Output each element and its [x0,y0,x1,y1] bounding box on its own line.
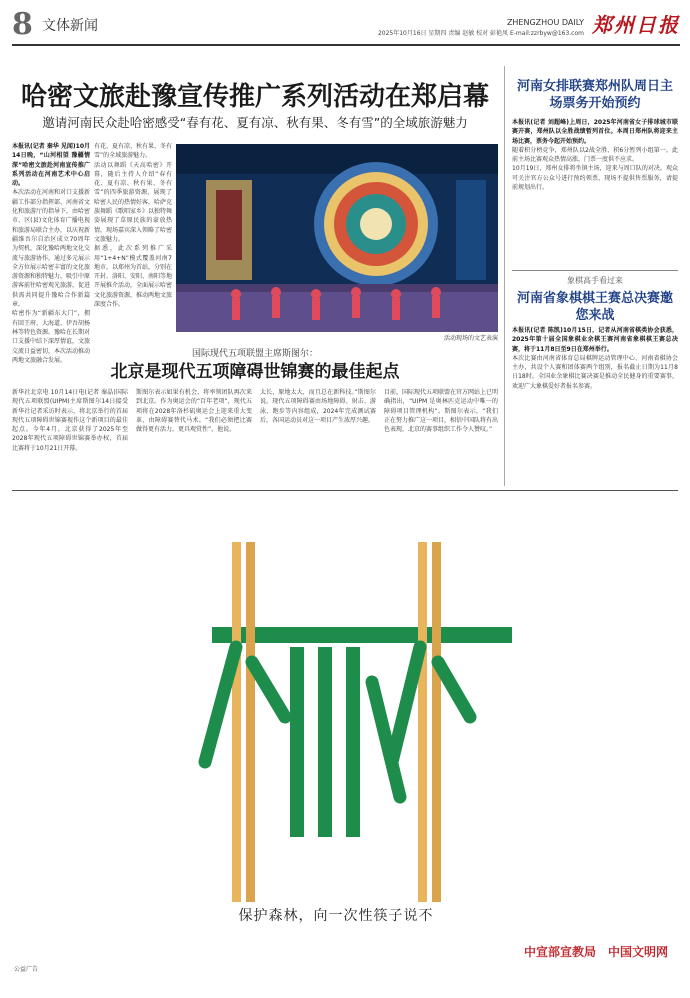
right-story-1-lead: 本报讯(记者 刘超峰)上周日，2025年河南省女子排球城市联赛开赛，郑州队以全胜战绩暂列首位。本周日郑州队将迎来主场比赛，票务今起开始预约。 [512,119,678,145]
main-story-paragraph: 本次活动在河南和对口支援新疆工作部分指挥部、河南省文化和旅游厅的指导下，由哈密市、区(县)文化体育广播电视和旅游局联合主办，以庆祝新疆维吾尔自治区成立70周年为契机，深化豫哈两地文化交流与旅游协作，通过多元展示全方位展示哈密丰富的文化旅游资源和独特魅力，吸引中原游客前往哈密观光旅游，促进供需共同提升豫哈合作新篇章。 [12,189,91,309]
right-story-2-kicker: 象棋高手看过来 [567,276,623,285]
main-story-column-1 [12,142,90,365]
page-header [12,8,680,58]
page-number: 8 [12,7,33,42]
right-story-1-paragraph: 10月19日，郑州女排将坐镇主场，迎来与周口队的对决。观众可关注官方公众号进行预约领票，现场不提供售票服务，请提前规划出行。 [512,165,678,192]
main-story-paragraph: 有花、夏有凉、秋有果、冬有雪”的全域旅游魅力。 [94,143,173,160]
ad-credit: 中宣部宣教局 中国文明网 [523,945,668,959]
main-subheadline: 邀请河南民众赴哈密感受“春有花、夏有凉、秋有果、冬有雪”的全域旅游魅力 [42,115,468,130]
story2-column [12,388,128,453]
right-story-2-lead: 本报讯(记者 陈凯)10月15日，记者从河南省棋类协会获悉，2025年第十届全国象棋业余棋王赛河南省象棋棋王赛总决赛，将于11月8日至9日在郑州举行。 [512,327,678,353]
story2-paragraph: 目前，国际现代五项联盟在官方网站上已明确指出，“UIPM 是奥林匹克运动中唯一的障碍项目管理机构”。斯图尔表示，“我们正在努力推广这一项目，相信中国队将有出色表现，北京的赛事组织工作令人赞叹。” [384,389,499,434]
story2-headline: 北京是现代五项障碍世锦赛的最佳起点 [110,362,400,382]
right-story-1-headline: 河南女排联赛郑州队周日主场票务开始预约 [516,79,673,111]
right-story-2-body [512,326,678,391]
main-story-column-2 [94,142,172,309]
right-divider [512,270,678,271]
right-story-1-body [512,118,678,192]
header-rule [12,44,680,46]
story2-column [384,388,498,434]
right-story-2 [512,276,678,324]
story2-paragraph: 斯图尔表示如果有机会，将率领团队再次来到北京。作为奥运会的“百年老项”，现代五项将在2028年洛杉矶奥运会上迎来重大变革，由障碍赛替代马术。“我们必须把比赛做得更有活力，更具观赏性”，他说。 [136,389,252,434]
ad-label: 公益广告 [14,966,39,973]
section-title: 文体新闻 [42,18,98,34]
story2-paragraph: 新华社北京电 10月14日电(记者 秦晶)国际现代五项联盟(UIPM)主席斯图尔14日接受新华社记者采访时表示，将北京举行的首届现代五项障碍世锦赛视作这个新项目的最佳起点。今年4月，北京获得了2025年至2028年现代五项障碍世锦赛举办权，首届比赛将于10月21日开幕。 [12,389,128,452]
main-story-paragraph: 哈密作为“新疆东大门”，拥有回王府、大海道、伊吾胡杨林等特色资源。豫哈在长期对口支援中结下深厚情谊，文旅交流日益密切，本次活动推动两地文旅融合发展。 [12,310,91,364]
story2-column [260,388,376,425]
right-story-2-paragraph: 本次比赛由河南省体育总局棋牌运动管理中心、河南省棋协会主办，共设个人赛和团体赛两个组别，报名截止日期为11月8日18时。全国业余象棋比赛决赛是推动全民健身的重要赛事，欢迎广大象棋爱好者报名参赛。 [512,354,678,390]
stage-illustration [176,144,498,332]
main-story-lead: 本报讯(记者 秦华 见闻)10月14日晚，“山河相望 豫疆情深”哈密文旅赴河南宣传推广系列活动在河南艺术中心启动。 [12,143,91,188]
column-divider [504,66,505,486]
photo-caption: 活动现场的文艺表演 [443,335,498,342]
dateline: 2025年10月16日 星期四 责编 赵敏 校对 彭艳凤 E-mail:zzrbyw@163.com [377,30,584,37]
main-headline: 哈密文旅赴豫宣传推广系列活动在郑启幕 [20,82,489,112]
right-story-1-paragraph: 随着积分榜竞争，郑州队以2战全胜、积6分暂列小组第一。此前主场比赛观众热情高涨，门票一度供不应求。 [512,146,678,164]
right-story-1 [512,78,678,112]
ad-slogan: 保护森林，向一次性筷子说不 [238,908,434,924]
story2-paragraph: 太长，原地太大，而且总在新科技。”斯图尔说。现代五项障碍赛由场地障碍、射击、游泳、跑步等内容组成，2024年完成测试赛后，各国运动员对这一项目产生浓厚兴趣。 [260,389,376,424]
newspaper-logo: 郑州日报 [592,13,680,37]
chopsticks-forest-icon [0,512,690,932]
story2-kicker: 国际现代五项联盟主席斯图尔： [191,349,318,359]
story2-column [136,388,252,434]
right-story-2-headline: 河南省象棋棋王赛总决赛邀您来战 [516,291,673,323]
main-story-paragraph: 活动以舞蹈《天高哈密》开幕，随后主持人介绍“春有花、夏有凉、秋有果、冬有雪”的四季旅游资源，展现了哈密人民的热情好客，哈萨克族舞蹈《歌唱家乡》以独特舞姿展现了草原民族的豪放热情，现场嘉宾深入领略了哈密文旅魅力。 [94,161,173,243]
masthead-english: ZHENGZHOU DAILY [506,18,584,27]
ad-divider [12,490,678,491]
event-photo [176,144,498,332]
main-story-paragraph: 据悉，此次系列推广采用“1+4+N”模式覆盖河南7地市，以郑州为首站，分别在开封、洛阳、安阳、南阳等地开展推介活动，全面展示哈密文化旅游资源，推动两地文旅深度合作。 [94,245,173,309]
